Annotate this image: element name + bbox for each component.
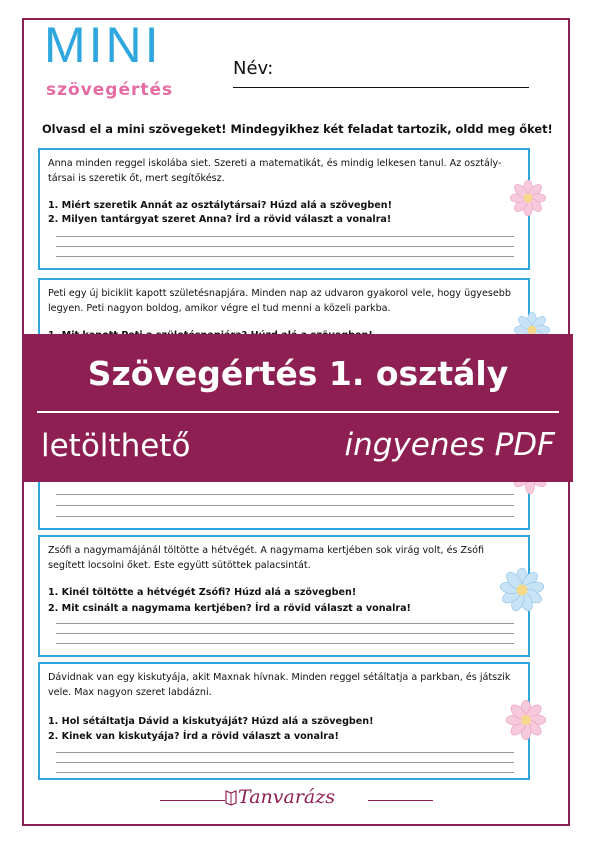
- answer-line[interactable]: [56, 643, 514, 644]
- instruction-text: Olvasd el a mini szövegeket! Mindegyikhez két feladat tartozik, oldd meg őket!: [42, 122, 553, 136]
- answer-line[interactable]: [56, 256, 514, 257]
- answer-line[interactable]: [56, 516, 514, 517]
- banner-title: Szövegértés 1. osztály: [87, 354, 509, 393]
- story-box-5: [38, 662, 530, 780]
- name-field-line[interactable]: [233, 87, 529, 88]
- question-2: 2. Milyen tantárgyat szeret Anna? Írd a rövid választ a vonalra!: [48, 214, 392, 225]
- answer-line[interactable]: [56, 505, 514, 506]
- footer-divider: [368, 800, 433, 801]
- banner-divider: [37, 411, 559, 413]
- question-2: 2. Mit csinált a nagymama kertjében? Írd a rövid választ a vonalra!: [48, 603, 411, 614]
- answer-line[interactable]: [56, 236, 514, 237]
- answer-line[interactable]: [56, 762, 514, 763]
- question-1: 1. Kinél töltötte a hétvégét Zsófi? Húzd alá a szövegben!: [48, 587, 357, 598]
- answer-line[interactable]: [56, 494, 514, 495]
- story-text: Zsófi a nagymamájánál töltötte a hétvégét. A nagymama kertjében sok virág volt, és Zsófi segített locsolni őket. Este együtt sütöttek palacsintát.: [48, 545, 485, 571]
- answer-line[interactable]: [56, 633, 514, 634]
- story-box-1: [38, 148, 530, 270]
- answer-line[interactable]: [56, 623, 514, 624]
- banner-right-text: ingyenes PDF: [344, 427, 555, 463]
- story-text: Anna minden reggel iskolába siet. Szereti a matematikát, és mindig lelkesen tanul. Az osztály- társai is szeretik őt, mert segítőkész.: [48, 158, 502, 184]
- answer-line[interactable]: [56, 246, 514, 247]
- footer-brand: Tanvarázs: [238, 786, 335, 808]
- story-box-4: [38, 535, 530, 657]
- answer-line[interactable]: [56, 752, 514, 753]
- name-label: Név:: [233, 58, 274, 79]
- promo-banner: [23, 334, 573, 482]
- question-1: 1. Hol sétáltatja Dávid a kiskutyáját? Húzd alá a szövegben!: [48, 716, 374, 727]
- flower-icon: [506, 700, 546, 740]
- flower-icon: [500, 568, 544, 612]
- story-text: Dávidnak van egy kiskutyája, akit Maxnak hívnak. Minden reggel sétáltatja a parkban, és játszik vele. Max nagyon szeret labdázni.: [48, 672, 511, 698]
- answer-line[interactable]: [56, 772, 514, 773]
- question-2: 2. Kinek van kiskutyája? Írd a rövid választ a vonalra!: [48, 731, 339, 742]
- logo-subtitle: szövegértés: [46, 80, 174, 100]
- book-icon: [224, 788, 238, 806]
- story-text: Peti egy új biciklit kapott születésnapjára. Minden nap az udvaron gyakorol vele, hogy ügyesebb legyen. Peti nagyon boldog, amikor végre el tud menni a közeli parkba.: [48, 288, 511, 314]
- logo-title: MINI: [44, 17, 162, 73]
- flower-icon: [510, 180, 546, 216]
- question-1: 1. Miért szeretik Annát az osztálytársai? Húzd alá a szövegben!: [48, 200, 392, 211]
- banner-left-text: letölthető: [41, 428, 191, 464]
- footer-divider: [160, 800, 225, 801]
